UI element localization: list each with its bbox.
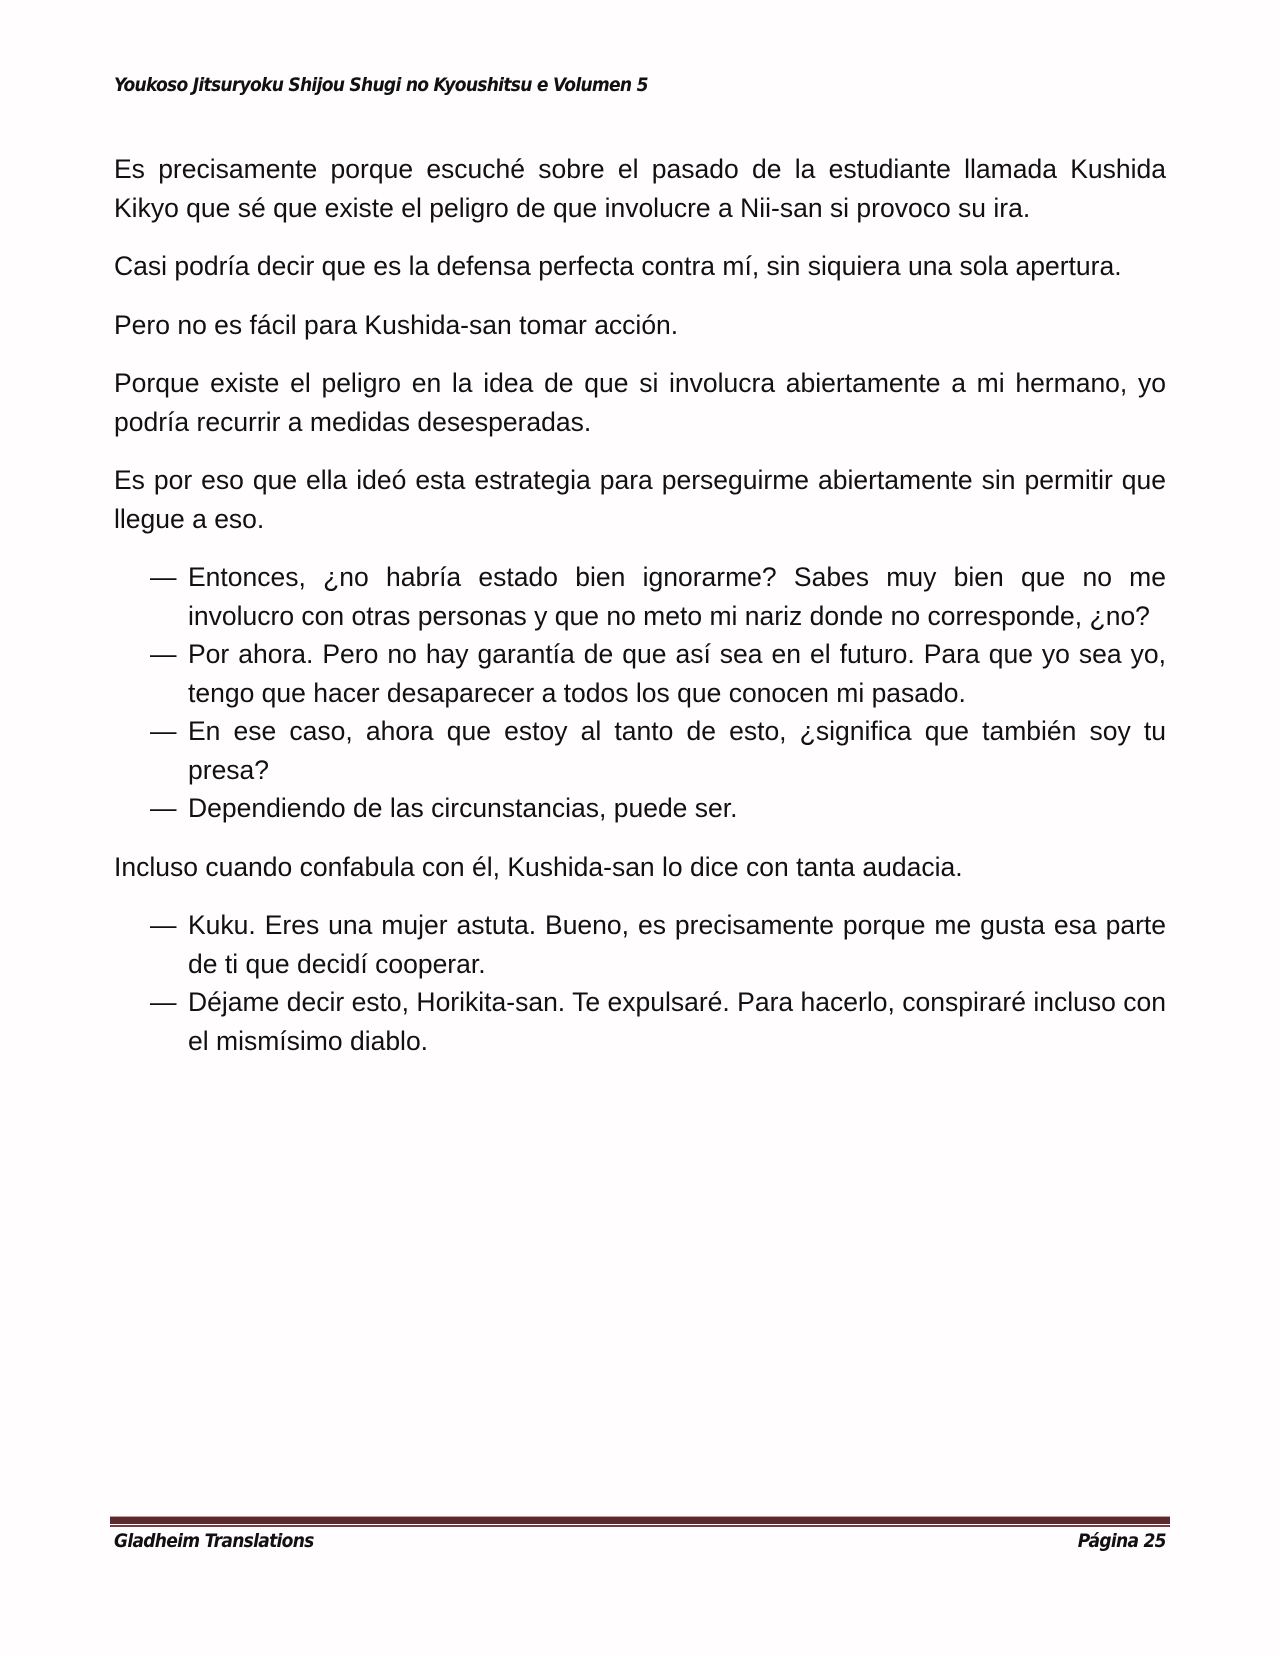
dialog-line [114,635,1166,712]
running-header: Youkoso Jitsuryoku Shijou Shugi no Kyoushitsu e Volumen 5 [114,74,648,96]
page-number: Página 25 [1077,1530,1166,1552]
page-body [114,150,1166,1080]
paragraph: Pero no es fácil para Kushida-san tomar acción. [114,309,679,340]
dialog-line [114,712,1166,789]
paragraph: Porque existe el peligro en la idea de que si involucra abiertamente a mi hermano, yo podría recurrir a medidas desesperadas. [114,368,1166,437]
dialog-block [114,906,1166,1060]
footer-divider [110,1516,1170,1524]
footer-divider-thin [110,1525,1170,1527]
dialog-block [114,558,1166,828]
dialog-text: Déjame decir esto, Horikita-san. Te expulsaré. Para hacerlo, conspiraré incluso con el mismísimo diablo. [188,987,1166,1056]
paragraph: Es precisamente porque escuché sobre el pasado de la estudiante llamada Kushida Kikyo que sé que existe el peligro de que involucre a Nii-san si provoco su ira. [114,154,1166,223]
paragraph: Casi podría decir que es la defensa perfecta contra mí, sin siquiera una sola apertura. [114,251,1122,281]
dialog-line [114,558,1166,635]
dialog-text: Kuku. Eres una mujer astuta. Bueno, es precisamente porque me gusta esa parte de ti que decidí cooperar. [188,910,1166,979]
em-dash: — [150,716,177,746]
dialog-text: Entonces, ¿no habría estado bien ignorarme? Sabes muy bien que no me involucro con otras personas y que no meto mi nariz donde no corresponde, ¿no? [188,562,1166,631]
dialog-line [114,983,1166,1060]
em-dash: — [150,987,177,1017]
paragraph: Es por eso que ella ideó esta estrategia para perseguirme abiertamente sin permitir que llegue a eso. [114,465,1166,534]
dialog-text: Dependiendo de las circunstancias, puede ser. [188,793,738,823]
em-dash: — [150,910,177,940]
dialog-text: En ese caso, ahora que estoy al tanto de esto, ¿significa que también soy tu presa? [188,716,1166,785]
paragraph: Incluso cuando confabula con él, Kushida-san lo dice con tanta audacia. [114,851,963,882]
em-dash: — [150,639,177,669]
em-dash: — [150,562,177,592]
dialog-text: Por ahora. Pero no hay garantía de que así sea en el futuro. Para que yo sea yo, tengo que hacer desaparecer a todos los que conocen mi pasado. [188,639,1166,708]
dialog-line [114,789,1166,828]
em-dash: — [150,793,177,823]
footer-publisher: Gladheim Translations [114,1530,314,1552]
dialog-line [114,906,1166,983]
